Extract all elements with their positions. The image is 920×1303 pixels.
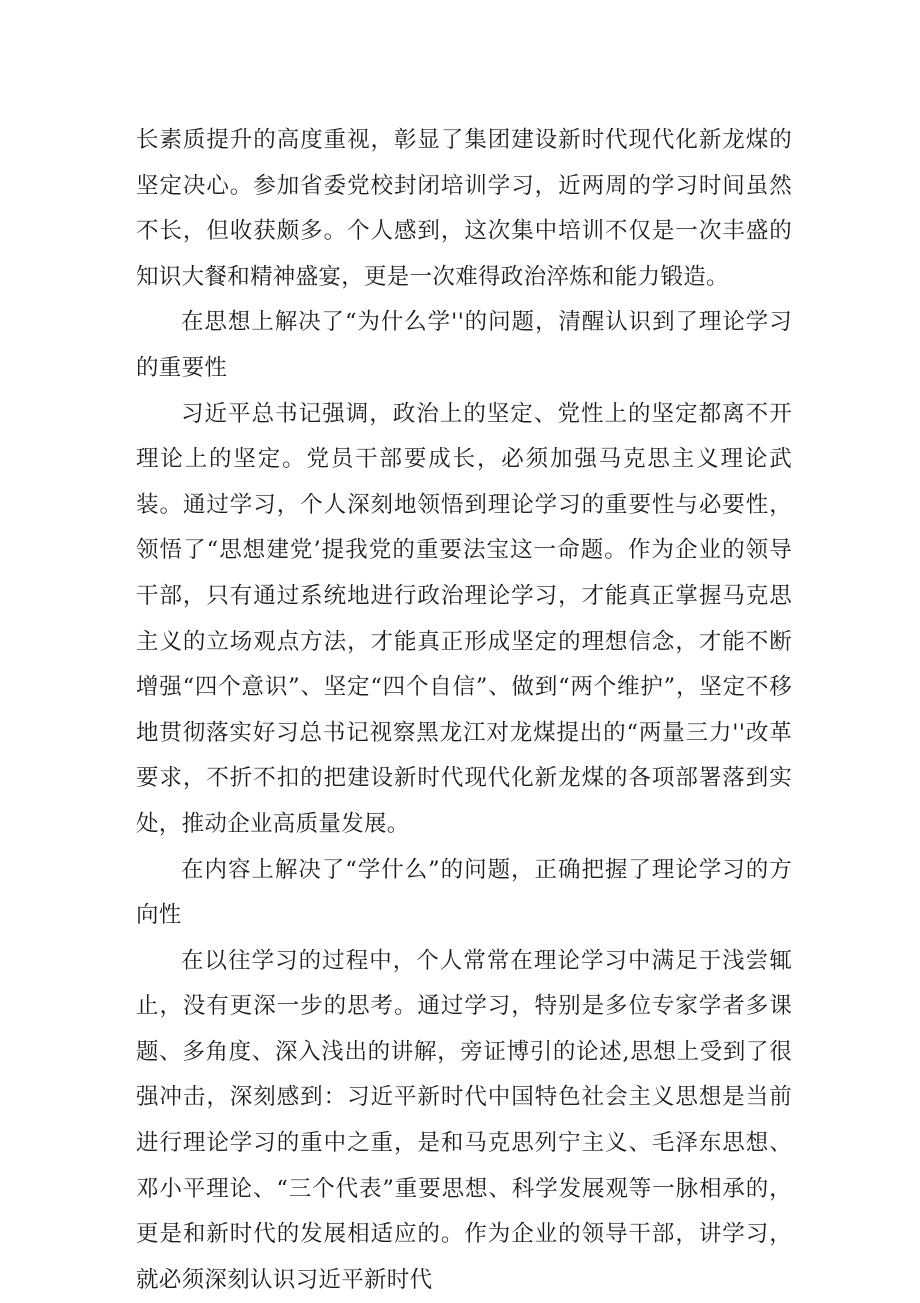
paragraph-intro-continuation: 长素质提升的高度重视，彰显了集团建设新时代现代化新龙煤的坚定决心。参加省委党校封闭培训学习，近两周的学习时间虽然不长，但收获颇多。个人感到，这次集中培训不仅是一次丰盛的知识大餐和精神盛宴，更是一次难得政治淬炼和能力锻造。	[136, 127, 792, 290]
paragraph-study-content: 在以往学习的过程中，个人常常在理论学习中满足于浅尝辄止，没有更深一步的思考。通过学习，特别是多位专家学者多课题、多角度、深入浅出的讲解，旁证博引的论述,思想上受到了很强冲击，深刻感到：习近平新时代中国特色社会主义思想是当前进行理论学习的重中之重，是和马克思列宁主义、毛泽东思想、邓小平理论、“三个代表”重要思想、科学发展观等一脉相承的，更是和新时代的发展相适应的。作为企业的领导干部，讲学习，就必须深刻认识习近平新时代	[136, 947, 792, 1293]
section-heading-what-to-study: 在内容上解决了“学什么”的问题，正确把握了理论学习的方向性	[136, 856, 792, 929]
document-body	[136, 118, 792, 1303]
section-heading-why-study: 在思想上解决了“为什么学''的问题，清醒认识到了理论学习的重要性	[136, 309, 792, 381]
paragraph-theory-importance: 习近平总书记强调，政治上的坚定、党性上的坚定都离不开理论上的坚定。党员干部要成长，必须加强马克思主义理论武装。通过学习，个人深刻地领悟到理论学习的重要性与必要性，领悟了“思想建党’提我党的重要法宝这一命题。作为企业的领导干部，只有通过系统地进行政治理论学习，才能真正掌握马克思主义的立场观点方法，才能真正形成坚定的理想信念，才能不断增强“四个意识”、坚定“四个自信”、做到“两个维护”，坚定不移地贯彻落实好习总书记视察黑龙江对龙煤提出的“两量三力''改革要求，不折不扣的把建设新时代现代化新龙煤的各项部署落到实处，推动企业高质量发展。	[136, 400, 792, 837]
